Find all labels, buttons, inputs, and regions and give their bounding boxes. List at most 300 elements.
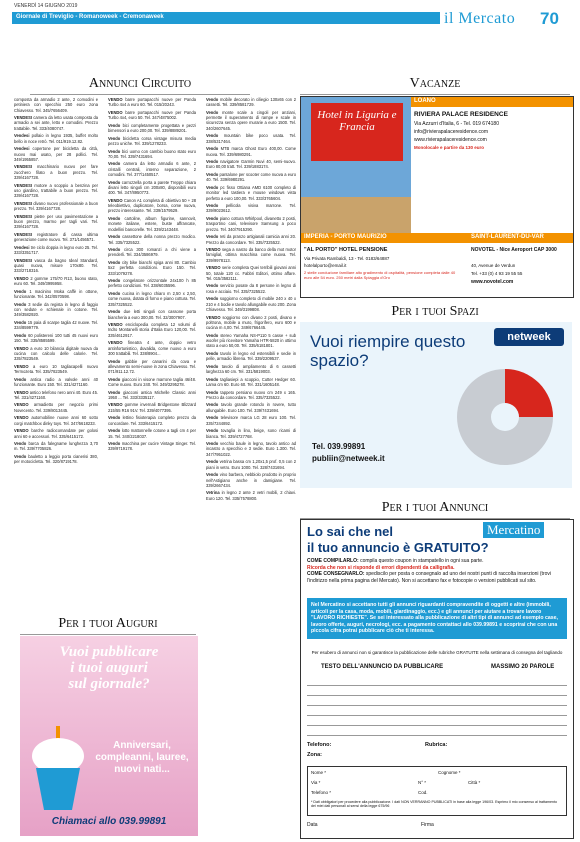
- imperia-name: "AL PORTO" HOTEL PENSIONE: [304, 247, 388, 253]
- auguri-ad: [20, 636, 198, 836]
- personal-data-box: [307, 766, 567, 816]
- listing-keyword: VENDO: [206, 265, 221, 271]
- classified-listing: [108, 377, 196, 388]
- listing-keyword: Vendo: [108, 428, 121, 434]
- classified-listing: [206, 185, 296, 201]
- classified-listing: [14, 133, 98, 144]
- coupon-line[interactable]: [307, 696, 567, 706]
- classified-listing: [14, 364, 98, 375]
- listing-text: giacconi antica Michelle Classic anni 1950 ... Tel. 333/3335117.: [108, 389, 196, 400]
- listing-text: cassettone della nonna prezzo modico. Tel. 335/7325522.: [108, 234, 196, 245]
- deliver-text: spediscilo per posta o consegnalo ad uno dei nostri punti di raccolta inserzioni (trovi l'indirizzo nella prima pagina del Mercato). Non si accettano fax e fotocopie o versioni pubblicati sul sito.: [307, 571, 551, 584]
- classified-listing: [14, 302, 98, 318]
- listing-text: sega a nastro da banco della mot motor famiglial, ottima macchina come nuova. Tel. 339/9978113.: [206, 247, 296, 263]
- listing-text: camera da letto usata composta da armadio a sei ante, letto e comodini. Prezzo trattabile. Tel. 333/4080747.: [14, 115, 98, 131]
- listing-text: giacconi in visone marrone taglia 46/48. Come nuovo. Euro 240. Tel. 349/3295278.: [108, 376, 196, 387]
- listing-keyword: Vendo: [108, 179, 121, 185]
- listing-text: pietre per uso pavimentazione a buon prezzo, marmo per tagli vari. Tel. 339/4167728.: [14, 213, 98, 230]
- classified-listing: [108, 198, 196, 214]
- listing-text: televisore marca LG 28 euro 100. Tel. 335/7244892.: [206, 415, 296, 426]
- listing-keyword: VENDO: [108, 402, 123, 408]
- nome-label: Nome *: [311, 770, 327, 775]
- listing-text: barca da falegname lunghezza 3,70 m. Tel. 339/7705826.: [14, 441, 98, 452]
- classified-listing: [108, 136, 196, 147]
- n-label: N° *: [418, 780, 427, 785]
- listing-keyword: Vendo: [206, 216, 219, 222]
- coupon-text-lines[interactable]: [307, 676, 567, 736]
- netweek-logo: netweek: [494, 328, 564, 346]
- listing-text: navigatore Garmin Nuvi 40, semi-nuovo. Euro 80,00 tratt. Tel. 339/1883174.: [206, 159, 296, 170]
- listing-keyword: Vendo: [206, 332, 219, 338]
- laurent-name: NOVOTEL - Nice Aeroport CAP 3000: [471, 247, 557, 253]
- classified-listing: [14, 289, 98, 300]
- listing-text: motore a scoppio a benzina per uso giardino, trattabile a buon prezzo. Tel. 339/4167728.: [14, 182, 98, 199]
- classified-listing: [14, 183, 98, 199]
- listing-text: tre ciclo doppia in legno euro 25. Tel. 333/3351717.: [14, 244, 98, 256]
- listing-keyword: VENDO: [14, 345, 29, 351]
- listing-text: 1 macinino Moka caffè in ottone, funzionante. Tel. 342/0570598.: [14, 288, 98, 300]
- warning-text: Ricorda che non si risponde di errori dipendenti da calligrafia.: [307, 564, 455, 571]
- laurent-tel: Tel. +33 (0) 4 93 19 55 55: [471, 271, 523, 276]
- auguri-line-1: Vuoi pubblicare: [59, 644, 159, 660]
- classified-listing: [14, 201, 98, 212]
- listing-text: a euro 10 tagliacapelli nuovo Termozeta. Tel. 335/7823549.: [14, 363, 98, 375]
- listing-keyword: VENDO: [108, 322, 123, 328]
- auguri-line-2: i tuoi auguri: [70, 660, 148, 676]
- listing-text: antico telefono nero anni 40. Euro 45. Tel. 331/4271160.: [14, 389, 98, 400]
- classified-listing: [206, 172, 296, 183]
- classified-listing: [14, 232, 98, 243]
- classified-listing: [108, 123, 196, 134]
- listing-keyword: Vendo: [14, 454, 27, 460]
- classified-listing: [206, 351, 296, 362]
- listing-text: bici uomo con cambio buono stato euro 70,00. Tel. 339/7431694.: [108, 148, 196, 159]
- listing-text: reti da pranzo artigianali camicia anni 20. Prezzo da concordare. Tel. 335/7325522.: [206, 234, 296, 245]
- annunci-title-a: Lo sai che nel: [307, 524, 393, 539]
- classified-listing: [14, 346, 98, 362]
- classified-listing: [108, 97, 196, 108]
- listing-keyword: VENDO: [206, 314, 221, 320]
- listing-keyword: VENDESI: [14, 213, 32, 219]
- citta-label: Città *: [468, 780, 481, 785]
- classified-listing: [108, 291, 196, 307]
- listing-keyword: Vendo: [206, 97, 219, 102]
- listing-keyword: Vendo: [14, 332, 27, 338]
- listing-text: servizio posate da 8 persone in legno di rosa e acciaio. Tel. 335/7325522.: [206, 283, 296, 294]
- classified-listing: [108, 278, 196, 289]
- listing-text: vino barbera, nebbiolo prodotto in proprio nell'Astigiano anche in damigiane. Tel. 339/2667434.: [206, 472, 296, 488]
- listing-keyword: VENDO: [108, 340, 123, 346]
- listing-keyword: VENDO: [14, 428, 29, 434]
- loano-name: RIVIERA PALACE RESIDENCE: [414, 111, 508, 118]
- imperia-note: 2 stelle conduzione familiare alto gradimento di ospitalità, pensione completa dalle 40 euro alle 54 euro. 250 metri dalla Spiaggia d'Oro: [304, 270, 456, 280]
- listing-text: bicicletta corsa vintage misura media pezzo uniche. Tel. 339/1278233.: [108, 135, 196, 146]
- classified-listing: [206, 428, 296, 439]
- listing-keyword: Vendo: [108, 234, 121, 240]
- listing-keyword: Vendo: [14, 288, 27, 294]
- listing-keyword: Vendo: [108, 247, 121, 253]
- listing-text: 60 polistereni 100 tutti 45 nuovi euro 150. Tel. 335/8585599.: [14, 332, 98, 344]
- classified-listing: [108, 110, 196, 121]
- listing-text: soggiorno completo di mobile 240 x 40 x 210 e 4 bodie e tavolo allungabile euro 200. Zona Chiavesso. Tel. 349/3199808.: [206, 296, 296, 312]
- classified-listing: [108, 441, 196, 452]
- listing-keyword: Vendo: [108, 358, 121, 364]
- listing-keyword: Vendo: [206, 376, 219, 382]
- classified-listing: [206, 377, 296, 388]
- via-label: Via *: [311, 780, 321, 785]
- listing-keyword: VENDO: [108, 109, 123, 115]
- listing-text: mountain bike poco usata. Tel. 338/5317464.: [206, 133, 296, 144]
- listing-text: gabbie per canarini da cova e allevamento semi-nuove in zona Chiavesso. Tel. 071/911.12.72.: [108, 358, 196, 375]
- listing-keyword: Vendo: [108, 216, 121, 222]
- coupon-max: MASSIMO 20 PAROLE: [491, 664, 555, 670]
- classified-listing: [108, 390, 196, 401]
- listing-text: a euro 10 bilancia digitale nuova da cucina con calcolo delle calorie. Tel. 335/7823549.: [14, 345, 98, 362]
- classified-listing: [206, 315, 296, 331]
- listing-text: city bike bianchi spiga anni 80. Cambio 5x2 perfetta condizioni. Euro 150. Tel. 333/1079278.: [108, 259, 196, 276]
- listing-text: tappeto persiano nuovo cm 249 x 165. Prezzo da concordare. Tel. 335/7325522.: [206, 389, 296, 400]
- auguri-line-3: sul giornale?: [68, 676, 150, 692]
- annunci-title-brand: Mercatino: [483, 522, 544, 538]
- classified-listing: [206, 283, 296, 294]
- section-title-vacanze: Vacanze: [300, 76, 570, 95]
- rubrica-label: Rubrica:: [425, 742, 448, 748]
- listing-keyword: Vendesi: [14, 133, 30, 139]
- telefono-label: Telefono:: [307, 742, 332, 748]
- listing-text: barre portapacchi nuove per Panda Turbo 4x4 a euro 60. Tel. 015/20243.: [108, 97, 196, 108]
- classifieds-column-3: [206, 97, 296, 837]
- listing-text: soggiorno con divano 2 posti, divano e poltrona, mobile a muro, frigorifero, euro 600 e cucina m 4,00. Tel. 349/6766445.: [206, 314, 296, 331]
- listing-text: automobiline nuove anni 60 sotto corgi matchbox dinky toys. Tel. 347/5618233.: [14, 415, 98, 426]
- listing-keyword: Vendo: [206, 363, 219, 369]
- listing-text: tovaglia in lino, beige, sono ricami di bianca. Tel. 339/4727768.: [206, 428, 296, 439]
- classified-listing: [14, 454, 98, 465]
- deliver-label: COME CONSEGNARLO:: [307, 571, 365, 577]
- listing-keyword: Vendo: [14, 376, 27, 382]
- classified-listing: [14, 377, 98, 388]
- listing-text: tagliasiepi a scoppio, Cutter Hedger 60. Lama cm 60. Euro 60. Tel. 331/1605148.: [206, 376, 296, 387]
- listing-text: stereo Yamaha NS-P110 5 casse + sub woofer più ricevitore Yamaha HTR-5820 in ottimo stato a euro 50,00. Tel. 335/6181801.: [206, 332, 296, 349]
- classifieds-column-1: [14, 97, 98, 605]
- coupon-line[interactable]: [307, 676, 567, 686]
- listing-text: Canon A1 completa di obiettivo 50 + 28 teleobiettivo, duplicatore, borsa, come nuova, prezzo interessante. Tel. 339/1579529.: [108, 197, 196, 214]
- listing-text: bauletto a leggio porta cianerisi 380, per motocicletta. Tel. 320/8719178.: [14, 454, 98, 465]
- footnote: * Dati obbligatori per procedere alla pubblicazione. I dati NON VERRANNO PUBBLICATI in base alla legge 196/03. Esprimo il mio consenso al trattamento dei miei dati personali ai sensi della legge 675/96: [311, 800, 558, 809]
- listing-text: registratore di cassa ultima generazione come nuovo. Tel. 371/1456571.: [14, 231, 98, 243]
- classified-listing: [108, 415, 196, 426]
- listing-keyword: Vendo: [108, 441, 121, 447]
- listing-text: cartoline, album figurine, sannovit, monete italiane, estere, buste affrancate, modellini bancorelle. Tel. 339/2143448.: [108, 216, 196, 232]
- listing-text: gomme invernali Bridgestone Blizzard 215/55 R16 91V. Tel. 339/4077395.: [108, 402, 196, 413]
- classified-listing: [206, 390, 296, 401]
- listing-keyword: Vendo: [108, 259, 121, 265]
- listing-keyword: Vendo: [206, 234, 219, 240]
- classified-listing: [206, 97, 296, 108]
- classified-listing: [108, 359, 196, 375]
- listing-text: divano nuovo professionale a buon prezzo. Tel. 339/4167728.: [14, 200, 98, 212]
- listing-keyword: Vendo: [108, 135, 121, 141]
- listing-text: antica radio a valvole anni 40 funzionante. Euro 150. Tel. 331/4271160.: [14, 376, 98, 387]
- coupon-title: TESTO DELL'ANNUNCIO DA PUBBLICARE: [321, 664, 444, 670]
- listing-keyword: Vendo: [206, 184, 219, 190]
- coupon-line[interactable]: [307, 706, 567, 716]
- classified-listing: [206, 459, 296, 470]
- laurent-address: 40, Avenue de Verdun: [471, 263, 516, 268]
- classified-listing: [108, 149, 196, 160]
- coupon-line[interactable]: [307, 726, 567, 736]
- listing-keyword: Vendo: [206, 389, 219, 395]
- listing-text: barre portapacchi nuove per Panda Turbo 4x4, euro 50. Tel. 347/4875002.: [108, 109, 196, 121]
- hotel-logo: Hotel in Liguria e Francia: [317, 109, 397, 133]
- classified-listing: [108, 402, 196, 413]
- classified-listing: [206, 234, 296, 245]
- classified-listing: [206, 265, 296, 281]
- classified-listing: [108, 161, 196, 177]
- listing-keyword: Vendo: [206, 350, 219, 356]
- classified-listing: [14, 428, 98, 439]
- cod-label: Cod.: [418, 790, 428, 795]
- listing-keyword: VENDO: [14, 275, 29, 281]
- classified-listing: [14, 245, 98, 256]
- listing-text: tavolo in legno ed estensibili e sedie in pelle, armadio libreria. Tel. 339/2209537.: [206, 350, 296, 362]
- auguri-occasions: Anniversari, compleanni, lauree, nuovi nati...: [95, 740, 189, 775]
- listing-keyword: VENDO: [14, 363, 29, 369]
- classified-listing: [108, 322, 196, 338]
- listing-keyword: Vetrina: [206, 490, 220, 496]
- listing-keyword: Vendo: [206, 203, 219, 209]
- listing-keyword: Vendo: [206, 109, 219, 115]
- listing-keyword: Vendo: [108, 389, 121, 395]
- listing-text: tavolo di ampliamento di 6 cassetti larghezza 60 cm. Tel. 331/5819003.: [206, 363, 296, 375]
- listing-text: pellicola visiva marrone. Tel. 339/9023612.: [206, 203, 296, 214]
- classified-listing: [14, 415, 98, 426]
- classified-listing: [206, 296, 296, 312]
- listing-text: circa 300 romanzi a chi viene a prenderli. Tel. 334/3586979.: [108, 247, 196, 258]
- listing-keyword: Vendo: [206, 459, 219, 465]
- spazi-email: publiin@netweek.it: [312, 454, 385, 463]
- header-date: VENERDÌ 14 GIUGNO 2019: [14, 3, 78, 9]
- zona-label: Zona:: [307, 752, 322, 758]
- classified-listing: [14, 258, 98, 274]
- listing-keyword: VENDO: [14, 415, 29, 421]
- coupon-line[interactable]: [307, 716, 567, 726]
- loano-email: info@rivierapalaceresidence.com: [414, 129, 488, 135]
- classified-listing: [14, 333, 98, 344]
- listing-text: lotto mattonnelle cotone a tagli cm 4 per 15. Tel. 340/2218037.: [108, 428, 196, 439]
- listing-keyword: Vendo: [206, 133, 219, 139]
- classified-listing: [206, 472, 296, 488]
- classified-listing: [14, 320, 98, 331]
- coupon-note: Per esubero di annunci non si garantisce la pubblicazione delle rubriche GRATUITE nella settimana di consegna del tagliando: [311, 650, 563, 655]
- listing-keyword: VENDESI: [14, 182, 32, 188]
- listing-keyword: VENDESI: [14, 200, 32, 206]
- section-title-circuito: Annunci Circuito: [30, 76, 250, 95]
- listing-text: macchina per cucire Vintage Singer. Tel. 339/9719178.: [108, 441, 196, 452]
- listing-keyword: Vendo: [206, 296, 219, 302]
- cognome-label: Cognome *: [438, 770, 461, 775]
- listing-keyword: Vendo: [206, 415, 219, 421]
- classified-listing: [108, 260, 196, 276]
- page-number: 70: [540, 9, 559, 28]
- loano-web: www.rivierapalaceresidence.com: [414, 137, 487, 143]
- section-title-spazi: Per i tuoi Spazi: [300, 304, 570, 323]
- classified-listing: [14, 97, 98, 113]
- classified-listing: [206, 203, 296, 214]
- listing-keyword: VENDESI: [14, 115, 32, 121]
- classified-listing: [14, 115, 98, 131]
- classified-listing: [206, 110, 296, 131]
- listing-keyword: Vendo: [108, 415, 121, 421]
- listing-text: lettino fisioterapia completo prezzo da concordare. Tel. 333/6415172.: [108, 415, 196, 426]
- listing-keyword: Vendo: [206, 159, 219, 165]
- listing-keyword: Vendo: [206, 428, 219, 434]
- listing-keyword: Vendesi: [14, 244, 30, 250]
- classified-listing: [14, 402, 98, 413]
- listing-keyword: VENDESI: [14, 231, 32, 237]
- classified-listing: [206, 159, 296, 170]
- listing-keyword: Vendo: [206, 283, 219, 289]
- section-title-annunci: Per i tuoi Annunci: [300, 500, 570, 519]
- vacanze-ad: [300, 96, 574, 298]
- listing-text: MTB marca Ghost Euro 400,00. Come nuova. Tel. 339/6980291.: [206, 146, 296, 157]
- listing-text: 3 sedie da regista in legno di faggio con sedute e schienale in cotone. Tel. 349/3582920.: [14, 301, 98, 318]
- firma-label: Firma: [421, 822, 434, 828]
- data-label: Data: [307, 822, 318, 828]
- auguri-cta: Chiamaci allo 039.99891: [51, 816, 167, 827]
- listing-text: tavolo grande rotondo in rovere, tutto allungabile. Euro 100. Tel. 339/7431694.: [206, 402, 296, 413]
- listing-keyword: Vendo: [14, 319, 27, 325]
- classified-listing: [108, 340, 196, 356]
- imperia-address: Via Privata Rambaldi, 13 - Tel. 0183/64887: [304, 256, 390, 261]
- annunci-title-b: il tuo annuncio è GRATUITO?: [307, 540, 489, 555]
- listing-text: monte scale a cingoli per anziani, permette il superamento di rampe e scale in sicurezza senza opere murarie a euro 1500. Tel. 340/2607645.: [206, 109, 296, 131]
- laurent-city: SAINT-LAURENT-DU-VAR: [471, 234, 544, 240]
- listing-keyword: VENDO: [108, 197, 123, 203]
- listing-text: vecchio baule in legno, tavolo antico ad incastro a specchio e 3 sedie. Euro 1.300. Tel. 347/7951022.: [206, 441, 296, 457]
- classified-listing: [206, 364, 296, 375]
- spazi-headline: Vuoi riempire questo spazio?: [310, 332, 466, 370]
- classified-listing: [108, 180, 196, 196]
- listing-keyword: VENDESI: [14, 257, 32, 263]
- how-text: compila questo coupon in stampatello in ogni sua parte.: [360, 558, 484, 564]
- listing-text: enciclopedia completa 12 volumi di Indro Montanelli storia d'Italia Euro 120,00. Tel. 335/4612917.: [108, 322, 196, 338]
- listing-keyword: Vendo: [206, 472, 219, 478]
- listing-keyword: Vendo: [108, 122, 121, 128]
- classified-listing: [206, 133, 296, 144]
- listing-text: congelatore orizzontale 24x100 h 85 perfetto condizioni. Tel. 338/6035596.: [108, 278, 196, 289]
- classified-listing: [108, 234, 196, 245]
- classified-listing: [108, 216, 196, 232]
- listing-text: composta da armadio 2 ante, 2 comodini e petiniera con specchio 250 euro zona Chiavesso. Tel. 345/7656409.: [14, 97, 98, 113]
- classified-listing: [14, 214, 98, 230]
- classified-listing: [14, 146, 98, 162]
- classified-listing: [14, 164, 98, 180]
- listing-text: mobile decorato in ciliegio 130x65 con 2 cassetti. Tel. 339/8581729.: [206, 97, 296, 108]
- listing-keyword: Vendo: [108, 148, 121, 154]
- listing-keyword: Vendo: [108, 309, 121, 315]
- listing-text: fineatra 4 ante, doppio vetro antinfortunistico, duvalida, come nuovo a euro 300 trattabili. Tel. 338/8904...: [108, 340, 196, 356]
- classified-listing: [206, 146, 296, 157]
- listing-keyword: Vendesi: [14, 146, 30, 152]
- listing-keyword: Vendo: [206, 402, 219, 408]
- listing-text: copertone per bicicletta da città, nuovo mai usato, per 28 pollici. Tel. 349/1955857.: [14, 146, 98, 162]
- classified-listing: [14, 276, 98, 287]
- listing-text: bici completamente progettata e pezzi bimensori a euro 200,00. Tel. 339/8889201.: [108, 122, 196, 134]
- listing-keyword: Vendo: [206, 172, 219, 178]
- loano-address: Via Azzurri d'Italia, 6 - Tel. 019 674180: [414, 121, 499, 127]
- listing-text: 2 gomme 175/70 R13, buono stato, euro 60. Tel. 349/3995958.: [14, 275, 98, 287]
- classified-listing: [206, 247, 296, 263]
- laurent-web: www.novotel.com: [471, 279, 514, 285]
- classified-listing: [14, 441, 98, 452]
- classified-listing: [206, 333, 296, 349]
- listing-text: piano cottura Whirlpool, divanetto 2 posti, trasportino cani, televisore Samsung a poco prezzo. Tel. 340/7915290.: [206, 216, 296, 232]
- page-header: [0, 0, 580, 30]
- listing-keyword: Vendo: [108, 291, 121, 297]
- classified-listing: [206, 402, 296, 413]
- annunci-instructions: [307, 558, 567, 584]
- listing-keyword: Vendo: [14, 441, 27, 447]
- listing-text: due letti singoli con cassone porta biancheria a euro 300,00. Tel. 32/3007907.: [108, 309, 196, 320]
- listing-text: 15 paia di scarpe taglia 42 nuove. Tel. 334/8599779.: [14, 319, 98, 331]
- classified-listing: [14, 390, 98, 401]
- listing-text: macchinario nuovo per fare zucchero filato a buon prezzo. Tel. 339/4167728.: [14, 164, 98, 181]
- classified-listing: [206, 216, 296, 232]
- coupon-line[interactable]: [307, 686, 567, 696]
- auguri-headline: [20, 644, 198, 692]
- listing-keyword: VENDO: [206, 247, 221, 253]
- how-label: COME COMPILARLO:: [307, 558, 359, 564]
- listing-text: armadietto per negozio primi Novecento. Tel. 339/8013445.: [14, 402, 98, 413]
- classified-listing: [206, 415, 296, 426]
- loano-note: Monolocale e partire da 130 euro: [414, 145, 485, 150]
- listing-keyword: VENDO: [14, 389, 29, 395]
- puzzle-graphic: [450, 362, 560, 472]
- listing-text: barche radiocomandate per golosi anni 60 e accessori. Tel. 335/6415172.: [14, 428, 98, 439]
- telefono2-label: Telefono *: [311, 790, 332, 795]
- header-brand: il Mercato: [444, 10, 516, 27]
- listing-text: camera da letto armadio 6 ante, 2 cristalli centrali, interno separazione, 2 comodini. Tel. 377/1450517.: [108, 161, 196, 178]
- listing-keyword: Vendo: [108, 278, 121, 284]
- header-publications: Giornale di Treviglio - Romanoweek - Cremonaweek: [16, 14, 164, 20]
- listing-keyword: VENDESI: [14, 164, 32, 170]
- classified-listing: [206, 441, 296, 457]
- listing-text: vasca da bagno Ideal Standard, quasi nuova, misure 170x80. Tel. 333/2718316.: [14, 257, 98, 274]
- classified-listing: [108, 247, 196, 258]
- listing-text: serie completa Quei terribili giovani anni 50, totale 120 cc. Fabbri Editori, ottimo affare. Tel. 015/3582111.: [206, 265, 296, 281]
- listing-keyword: Vendo: [14, 301, 27, 307]
- listing-text: carrozzella porta a parete Treppo chiara divani letto singoli cm 200x80, disponibili euro 400. Tel. 347/8950773.: [108, 179, 196, 196]
- listing-keyword: Vendo: [108, 376, 121, 382]
- annunci-notice: Nel Mercatino si accettano tutti gli annunci riguardanti compravendite di oggetti e altre (immobili, articoli per la casa, moda, mobili, giardinaggio, ecc.) e gli annunci per aiutare a trovare lavoro "LAVORO RICHIESTE". Se sei interessato alla pubblicazione di altri tipi di annunci ad esempio case, lavoro offerte, auguri, necrologi, ecc. a pagamento contattaci allo 039.99891 e scoprirai che con una piccola cifra potrai pubblicare ciò che ti interessa.: [307, 598, 567, 639]
- spazi-tel: Tel. 039.99891: [312, 442, 366, 451]
- listing-text: in legno 2 ante 2 vetri mobili, 2 chiavi. Euro 120. Tel. 335/7578800.: [206, 490, 296, 501]
- listing-keyword: Vendo: [206, 441, 219, 447]
- listing-keyword: VENDO: [14, 402, 29, 408]
- listing-keyword: VENDO: [108, 97, 123, 102]
- listing-text: cucina in legno chiaro m 2,50 x 2,50, come nuova, dotata di forno e piano cottura. Tel. 335/7325522.: [108, 291, 196, 307]
- listing-keyword: Vendo: [206, 146, 219, 152]
- listing-text: pantalone per scooter come nuova a euro 40. Tel. 339/6980291.: [206, 172, 296, 183]
- imperia-email: hotelalporto@email.it: [304, 263, 347, 268]
- listing-keyword: Vendo: [108, 161, 121, 167]
- listing-text: vetrina bassa cm 1,20x1,5 prof. 0,5 con 2 piani in vetro. Euro 1000. Tel. 328/7431694.: [206, 459, 296, 470]
- annunci-coupon: [300, 519, 574, 839]
- listing-text: pollaio in legno 1935, buffet molto bello in noce retrò. Tel. 011/919.12.82.: [14, 133, 98, 144]
- classified-listing: [108, 428, 196, 439]
- cupcake-icon: [28, 724, 88, 814]
- loano-city: LOANO: [414, 98, 436, 104]
